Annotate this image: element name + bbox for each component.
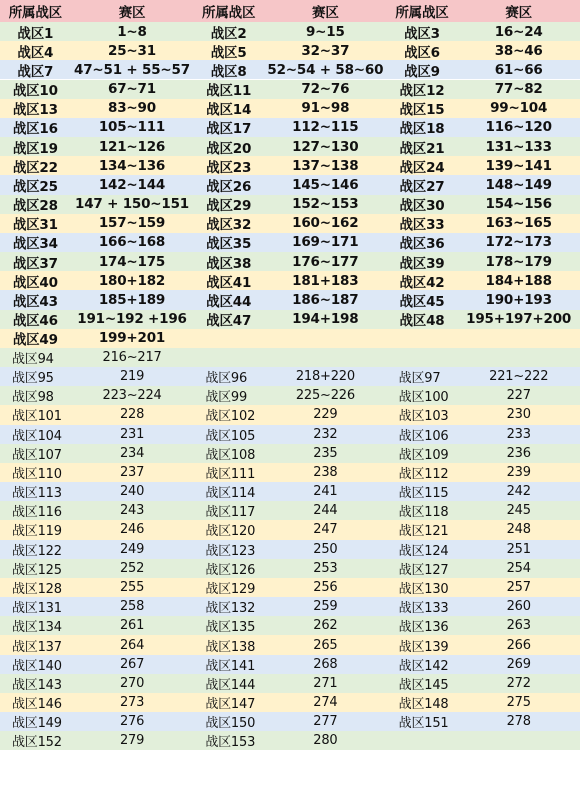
zone-cell: 战区46: [12, 313, 58, 329]
range-cell: 274: [313, 695, 338, 711]
zone-cell: 战区103: [398, 409, 449, 425]
range-cell: 9~15: [305, 23, 345, 40]
zone-cell: 战区146: [12, 697, 62, 713]
zone-cell: 战区145: [398, 677, 449, 693]
range-cell: 272: [506, 675, 531, 691]
range-cell: 131~133: [485, 138, 552, 155]
range-cell: 259: [313, 599, 338, 615]
zone-cell: 战区43: [12, 293, 58, 310]
zone-cell: 战区129: [205, 582, 256, 597]
range-cell: 251: [506, 541, 531, 557]
zone-cell: 战区8: [210, 63, 247, 80]
range-cell: 219: [119, 369, 145, 385]
range-cell: 258: [119, 599, 145, 615]
range-cell: 47~51 + 55~57: [74, 61, 190, 78]
table-row: [0, 195, 580, 214]
zone-cell: 战区96: [205, 371, 248, 387]
zone-cell: 战区125: [12, 562, 62, 578]
range-cell: 267: [119, 656, 145, 672]
range-cell: 278: [506, 714, 531, 730]
range-cell: 121~126: [98, 138, 166, 155]
range-cell: 263: [506, 618, 531, 634]
range-cell: [457, 329, 580, 348]
range-cell: 152~153: [292, 196, 359, 213]
zone-cell: 战区141: [205, 658, 256, 674]
range-cell: 265: [313, 637, 338, 653]
table-row: [0, 540, 580, 559]
zone-cell: 战区28: [12, 198, 58, 214]
zone-cell: 战区127: [398, 562, 449, 578]
zone-cell: 战区113: [12, 486, 62, 502]
zone-cell: 战区32: [206, 217, 252, 233]
range-cell: 262: [313, 618, 338, 634]
range-cell: 277: [313, 714, 338, 730]
range-cell: 142~144: [98, 176, 166, 193]
table-row: [0, 693, 580, 712]
range-cell: 228: [119, 407, 145, 423]
range-cell: 240: [119, 484, 145, 500]
range-cell: 243: [119, 503, 145, 519]
zone-cell: 战区128: [12, 582, 62, 597]
zone-cell: 战区23: [206, 159, 252, 176]
range-cell: 190+193: [485, 291, 552, 308]
header-range-label: 赛区: [312, 5, 339, 21]
zone-cell: 战区119: [12, 524, 62, 540]
zone-cell: 战区149: [12, 716, 62, 732]
table-row: [0, 348, 580, 367]
zone-cell: 战区101: [12, 409, 62, 425]
range-cell: 176~177: [292, 253, 359, 270]
zone-cell: 战区102: [205, 409, 256, 425]
zone-cell: 战区27: [399, 178, 445, 195]
zone-cell: 战区39: [399, 255, 445, 272]
range-cell: 148~149: [485, 176, 552, 193]
zone-cell: 战区136: [398, 620, 449, 636]
zone-cell: 战区14: [206, 102, 252, 118]
zone-cell: 战区17: [206, 121, 252, 137]
zone-cell: 战区12: [399, 83, 445, 99]
range-cell: 247: [313, 522, 338, 538]
table-row: [0, 137, 580, 156]
zone-cell: 战区30: [399, 198, 445, 214]
zone-cell: 战区95: [12, 371, 54, 387]
range-cell: 32~37: [301, 42, 350, 59]
range-cell: 252: [119, 560, 145, 576]
zone-cell: 战区10: [12, 83, 58, 99]
zone-cell: 战区152: [12, 735, 62, 751]
range-cell: 194+198: [292, 311, 359, 328]
range-cell: [264, 329, 387, 348]
zone-cell: 战区35: [206, 236, 252, 253]
table-row: [0, 252, 580, 271]
range-cell: 233: [506, 426, 531, 442]
range-cell: 178~179: [485, 253, 552, 270]
zone-cell: 战区4: [17, 44, 54, 61]
range-cell: 145~146: [292, 176, 359, 193]
table-row: [0, 367, 580, 386]
zone-cell: 战区133: [398, 601, 449, 617]
zone-cell: 战区38: [206, 255, 252, 272]
range-cell: 163~165: [485, 215, 552, 232]
range-cell: 260: [506, 599, 531, 615]
range-cell: 157~159: [98, 215, 166, 232]
table-row: [0, 559, 580, 578]
range-cell: 241: [313, 484, 338, 500]
zone-cell: 战区15: [399, 102, 445, 118]
range-cell: 266: [506, 637, 531, 653]
header-zone-label: 所属战区: [395, 5, 449, 21]
range-cell: 271: [313, 675, 338, 691]
zone-cell: 战区45: [399, 293, 445, 310]
zone-cell: 战区37: [12, 255, 58, 272]
range-cell: 166~168: [98, 234, 166, 251]
range-cell: 139~141: [485, 157, 552, 174]
range-cell: 232: [313, 426, 338, 442]
range-cell: 230: [506, 407, 531, 423]
range-cell: 236: [506, 445, 531, 461]
table-row: [0, 271, 580, 290]
zone-cell: 战区140: [12, 658, 62, 674]
range-cell: 227: [506, 388, 531, 404]
zone-cell: 战区18: [399, 121, 445, 137]
table-row: [0, 290, 580, 309]
zone-cell: 战区21: [399, 140, 445, 157]
header-range-label: 赛区: [505, 5, 532, 21]
zone-cell: 战区13: [12, 102, 58, 118]
range-cell: 237: [119, 464, 145, 480]
range-cell: 105~111: [98, 119, 166, 136]
zone-cell: [387, 348, 458, 367]
range-cell: 255: [119, 580, 145, 595]
range-cell: 280: [313, 733, 338, 749]
range-cell: 279: [119, 733, 145, 749]
zone-cell: 战区120: [205, 524, 256, 540]
zone-cell: 战区143: [12, 677, 62, 693]
zone-cell: 战区25: [12, 178, 58, 195]
zone-cell: 战区108: [205, 447, 256, 463]
header-zone-label: 所属战区: [8, 5, 62, 21]
range-cell: 276: [119, 714, 145, 730]
table-row: [0, 501, 580, 520]
zone-cell: 战区107: [12, 447, 62, 463]
zone-cell: 战区34: [12, 236, 58, 253]
zone-cell: 战区117: [205, 505, 256, 521]
range-cell: 238: [313, 464, 338, 480]
range-cell: [264, 348, 387, 367]
zone-cell: 战区126: [205, 562, 256, 578]
zone-cell: 战区9: [404, 63, 440, 80]
range-cell: 72~76: [301, 81, 350, 98]
range-cell: 242: [506, 484, 531, 500]
range-cell: 25~31: [108, 42, 156, 59]
zone-cell: 战区41: [206, 274, 252, 291]
table-row: [0, 425, 580, 444]
range-cell: 246: [119, 522, 145, 538]
range-cell: 67~71: [108, 81, 156, 98]
range-cell: 248: [506, 522, 531, 538]
table-row: [0, 22, 580, 41]
range-cell: 223~224: [102, 388, 162, 404]
header-range-label: 赛区: [118, 5, 146, 21]
zone-cell: [387, 329, 458, 348]
table-row: [0, 482, 580, 501]
range-cell: 225~226: [295, 388, 355, 404]
range-cell: 199+201: [98, 330, 166, 347]
range-cell: 221~222: [489, 369, 549, 385]
zone-cell: 战区118: [398, 505, 449, 521]
zone-cell: 战区33: [399, 217, 445, 233]
range-cell: 83~90: [108, 100, 156, 117]
zone-cell: 战区134: [12, 620, 62, 636]
range-cell: 270: [119, 675, 145, 691]
table-row: [0, 444, 580, 463]
range-cell: 112~115: [292, 119, 359, 136]
zone-cell: 战区6: [404, 44, 440, 61]
range-cell: 185+189: [98, 291, 166, 308]
zone-cell: 战区22: [12, 159, 58, 176]
range-cell: 268: [313, 656, 338, 672]
range-cell: 231: [119, 426, 145, 442]
range-cell: 253: [313, 560, 338, 576]
table-row: [0, 405, 580, 424]
range-cell: [457, 731, 580, 750]
range-cell: 137~138: [292, 157, 359, 174]
table-row: [0, 616, 580, 635]
range-cell: 180+182: [98, 272, 166, 289]
range-cell: 181+183: [292, 272, 359, 289]
range-cell: 244: [313, 503, 338, 519]
table-row: [0, 386, 580, 405]
range-cell: 169~171: [292, 234, 359, 251]
range-cell: 38~46: [494, 42, 543, 59]
zone-cell: [193, 348, 264, 367]
zone-cell: 战区110: [12, 466, 62, 482]
range-cell: 234: [119, 445, 145, 461]
range-cell: 134~136: [98, 157, 166, 174]
range-cell: 174~175: [98, 253, 166, 270]
table-row: [0, 712, 580, 731]
range-cell: 235: [313, 445, 338, 461]
zone-cell: 战区114: [205, 486, 256, 502]
zone-cell: 战区1: [17, 25, 54, 42]
range-cell: 160~162: [292, 215, 359, 232]
zone-cell: 战区26: [206, 178, 252, 195]
table-row: [0, 520, 580, 539]
zone-cell: 战区115: [398, 486, 449, 502]
range-cell: 61~66: [494, 61, 543, 78]
zone-cell: 战区148: [398, 697, 449, 713]
zone-cell: 战区121: [398, 524, 449, 540]
range-cell: 229: [313, 407, 338, 423]
range-cell: 91~98: [301, 100, 350, 117]
zone-cell: 战区111: [205, 466, 256, 482]
zone-cell: 战区105: [205, 428, 256, 444]
zone-cell: 战区40: [12, 274, 58, 291]
zone-cell: 战区122: [12, 543, 62, 559]
table-row: [0, 41, 580, 60]
zone-cell: 战区135: [205, 620, 256, 636]
range-cell: 16~24: [494, 23, 543, 40]
range-cell: 275: [506, 695, 531, 711]
table-row: [0, 674, 580, 693]
zone-cell: [193, 329, 264, 348]
zone-cell: 战区5: [210, 44, 247, 61]
table-row: [0, 463, 580, 482]
table-row: [0, 60, 580, 79]
table-row: [0, 118, 580, 137]
range-cell: 195+197+200: [466, 311, 572, 328]
table-row: [0, 635, 580, 654]
table-row: [0, 578, 580, 597]
header-row: [0, 0, 580, 22]
zone-cell: 战区19: [12, 140, 58, 157]
range-cell: 269: [506, 656, 531, 672]
range-cell: 256: [313, 580, 338, 595]
zone-cell: 战区116: [12, 505, 62, 521]
zone-cell: 战区139: [398, 639, 449, 655]
zone-cell: 战区29: [206, 198, 252, 214]
zone-cell: 战区151: [398, 716, 449, 732]
range-cell: 99~104: [490, 100, 548, 117]
zone-cell: 战区153: [205, 735, 256, 751]
range-cell: 154~156: [485, 196, 552, 213]
zone-cell: 战区44: [206, 293, 252, 310]
range-cell: 254: [506, 560, 531, 576]
zone-cell: 战区112: [398, 466, 449, 482]
table-row: [0, 731, 580, 750]
table-row: [0, 655, 580, 674]
zone-cell: 战区132: [205, 601, 256, 617]
zone-cell: 战区138: [205, 639, 256, 655]
range-cell: 239: [506, 464, 531, 480]
range-cell: 245: [506, 503, 531, 519]
range-cell: 77~82: [494, 81, 543, 98]
range-cell: 216~217: [102, 349, 162, 365]
zone-cell: 战区3: [404, 25, 440, 42]
zone-cell: 战区49: [12, 332, 58, 348]
range-cell: 1~8: [117, 23, 147, 40]
range-cell: 191~192 +196: [77, 311, 187, 328]
zone-cell: 战区24: [399, 159, 445, 176]
zone-cell: 战区98: [12, 390, 54, 406]
range-cell: 186~187: [292, 291, 359, 308]
zone-cell: 战区94: [12, 351, 54, 367]
range-cell: [457, 348, 580, 367]
zone-cell: 战区2: [210, 25, 247, 42]
zone-cell: 战区124: [398, 543, 449, 559]
range-cell: 264: [119, 637, 145, 653]
range-cell: 147 + 150~151: [75, 196, 189, 213]
range-cell: 172~173: [485, 234, 552, 251]
zone-cell: 战区20: [206, 140, 252, 157]
zone-cell: 战区100: [398, 390, 449, 406]
table-row: [0, 80, 580, 99]
range-cell: 273: [119, 695, 145, 711]
zone-cell: 战区147: [205, 697, 256, 713]
range-cell: 127~130: [292, 138, 359, 155]
table-row: [0, 310, 580, 329]
zone-cell: 战区16: [12, 121, 58, 137]
zone-cell: 战区99: [205, 390, 248, 406]
zone-cell: 战区150: [205, 716, 256, 732]
zone-cell: 战区142: [398, 658, 449, 674]
table-row: [0, 214, 580, 233]
table-row: [0, 175, 580, 194]
zone-cell: 战区130: [398, 582, 449, 597]
zone-cell: 战区36: [399, 236, 445, 253]
zone-cell: 战区131: [12, 601, 62, 617]
header-zone-label: 所属战区: [202, 5, 256, 21]
zone-cell: 战区104: [12, 428, 62, 444]
zone-cell: [387, 731, 458, 750]
range-cell: 250: [313, 541, 338, 557]
zone-cell: 战区109: [398, 447, 449, 463]
zone-cell: 战区47: [206, 313, 252, 329]
zone-cell: 战区106: [398, 428, 449, 444]
zone-cell: 战区97: [398, 371, 441, 387]
zone-cell: 战区137: [12, 639, 62, 655]
range-cell: 52~54 + 58~60: [267, 61, 384, 78]
range-cell: 249: [119, 541, 145, 557]
zone-cell: 战区7: [17, 63, 54, 80]
range-cell: 218+220: [295, 369, 355, 385]
table-row: [0, 329, 580, 348]
table-row: [0, 156, 580, 175]
zone-cell: 战区123: [205, 543, 256, 559]
range-cell: 257: [506, 580, 531, 595]
zone-cell: 战区42: [399, 274, 445, 291]
range-cell: 261: [119, 618, 145, 634]
range-cell: 184+188: [485, 272, 552, 289]
table-row: [0, 233, 580, 252]
zone-cell: 战区48: [399, 313, 445, 329]
zone-cell: 战区11: [206, 83, 252, 99]
table-row: [0, 597, 580, 616]
table-row: [0, 99, 580, 118]
zone-cell: 战区144: [205, 677, 256, 693]
range-cell: 116~120: [485, 119, 552, 136]
zone-cell: 战区31: [12, 217, 58, 233]
